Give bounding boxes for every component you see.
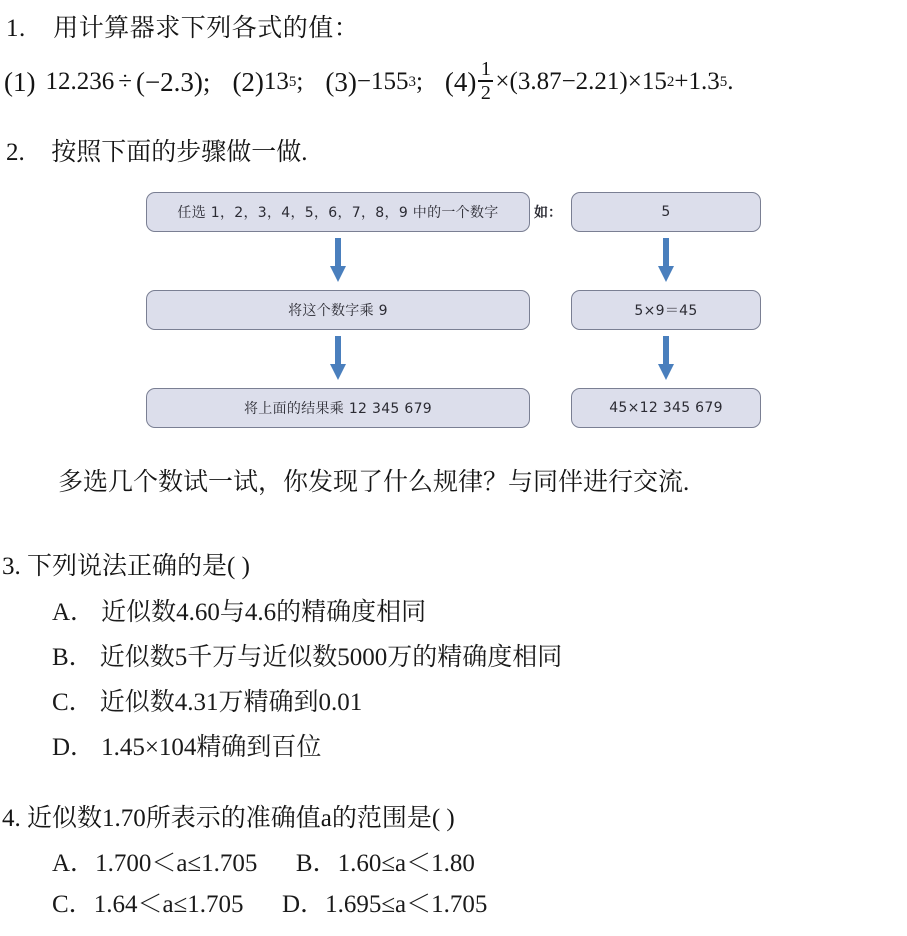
expression-4: (4) $\frac{1}{2}$ ×(3.87−2.21)×15 2 +1.3 5 . (444, 58, 734, 104)
option-text: 1.45×104精确到百位 (101, 734, 322, 761)
flowchart-left-arrow-2 (146, 330, 530, 388)
flowchart-example-label: 如： (534, 205, 562, 221)
option-tag: A． (52, 850, 96, 877)
question-4-prompt: 近似数1.70所表示的准确值a的范围是( ) (27, 805, 455, 832)
question-2-heading (6, 132, 308, 168)
expression-4-label: (4) (444, 66, 477, 97)
question-3-number: 3. (2, 553, 21, 580)
option-tag: D． (282, 891, 326, 918)
flowchart-right-column (571, 192, 761, 428)
expression-4-middle: ×(3.87−2.21)×15 (495, 68, 667, 96)
expression-3-tail: ; (415, 68, 423, 96)
expression-2-label: (2) (232, 66, 264, 97)
question-2-number: 2. (6, 139, 25, 166)
expression-1-b: (−2.3); (135, 66, 211, 97)
question-3-option-a[interactable] (52, 592, 426, 628)
option-tag: A． (52, 599, 96, 626)
question-4-option-row-2 (52, 884, 487, 920)
question-4-option-row-1 (52, 843, 475, 879)
question-4-option-d[interactable] (282, 891, 487, 918)
option-text: 近似数4.60与4.6的精确度相同 (101, 599, 427, 626)
question-2-note: 多选几个数试一试，你发现了什么规律？与同伴进行交流. (58, 469, 690, 496)
option-text: 1.700＜a≤1.705 (95, 850, 258, 877)
flowchart-right-arrow-2 (571, 330, 761, 388)
option-tag: B． (52, 644, 94, 671)
question-3-option-b[interactable] (52, 637, 562, 673)
down-arrow-icon (657, 238, 675, 284)
flowchart-left-arrow-1 (146, 232, 530, 290)
question-1-heading (6, 8, 359, 44)
question-1-number: 1. (6, 15, 26, 42)
option-tag: D． (52, 734, 96, 761)
question-4-heading (2, 798, 455, 834)
flowchart-right-step-3: 45×12 345 679 (571, 388, 761, 428)
flowchart-right-arrow-1 (571, 232, 761, 290)
fraction-numerator: 1 (480, 58, 491, 80)
option-text: 近似数4.31万精确到0.01 (99, 689, 363, 716)
flowchart-left-column (146, 192, 530, 428)
question-3-option-d[interactable] (52, 727, 321, 763)
flowchart-diagram (146, 192, 771, 432)
expression-3: (3) −155 3 ; (325, 66, 423, 97)
expression-1-label: (1) (4, 66, 36, 97)
expression-1-a: 12.236 (45, 68, 115, 96)
expression-2-base: 13 (263, 68, 289, 96)
down-arrow-icon (329, 336, 347, 382)
flowchart-right-step-2: 5×9＝45 (571, 290, 761, 330)
expression-1 (4, 67, 210, 98)
expression-1-op: ÷ (118, 68, 132, 96)
question-4-option-a[interactable] (52, 850, 257, 877)
down-arrow-icon (657, 336, 675, 382)
expression-4-plus: +1.3 (674, 68, 720, 96)
question-1-expressions (4, 60, 733, 104)
flowchart-left-step-3: 将上面的结果乘 12 345 679 (146, 388, 530, 428)
question-3-prompt: 下列说法正确的是( ) (27, 553, 250, 580)
question-4-number: 4. (2, 805, 21, 832)
option-text: 1.60≤a＜1.80 (337, 850, 475, 877)
expression-3-label: (3) (325, 66, 357, 97)
expression-2-tail: ; (296, 68, 304, 96)
question-4-option-c[interactable] (52, 891, 244, 918)
question-3-option-c[interactable] (52, 682, 362, 718)
fraction-denominator: 2 (480, 81, 491, 104)
option-text: 近似数5千万与近似数5000万的精确度相同 (99, 644, 563, 671)
question-2-prompt: 按照下面的步骤做一做. (51, 139, 308, 166)
option-text: 1.695≤a＜1.705 (325, 891, 488, 918)
flowchart-left-step-1: 任选 1，2，3，4，5，6，7，8，9 中的一个数字 (146, 192, 530, 232)
expression-2: (2) 13 5 ; (232, 66, 304, 97)
expression-4-fraction (478, 59, 493, 103)
option-tag: B． (295, 850, 338, 877)
expression-4-tail: . (727, 68, 734, 96)
down-arrow-icon (329, 238, 347, 284)
question-4-option-b[interactable] (296, 850, 475, 877)
question-3-heading (2, 546, 250, 582)
option-tag: C． (52, 689, 94, 716)
option-tag: C． (52, 891, 94, 918)
option-text: 1.64＜a≤1.705 (93, 891, 244, 918)
expression-3-base: −155 (356, 68, 409, 96)
question-1-prompt: 用计算器求下列各式的值： (53, 15, 360, 42)
flowchart-right-step-1: 5 (571, 192, 761, 232)
flowchart-left-step-2: 将这个数字乘 9 (146, 290, 530, 330)
